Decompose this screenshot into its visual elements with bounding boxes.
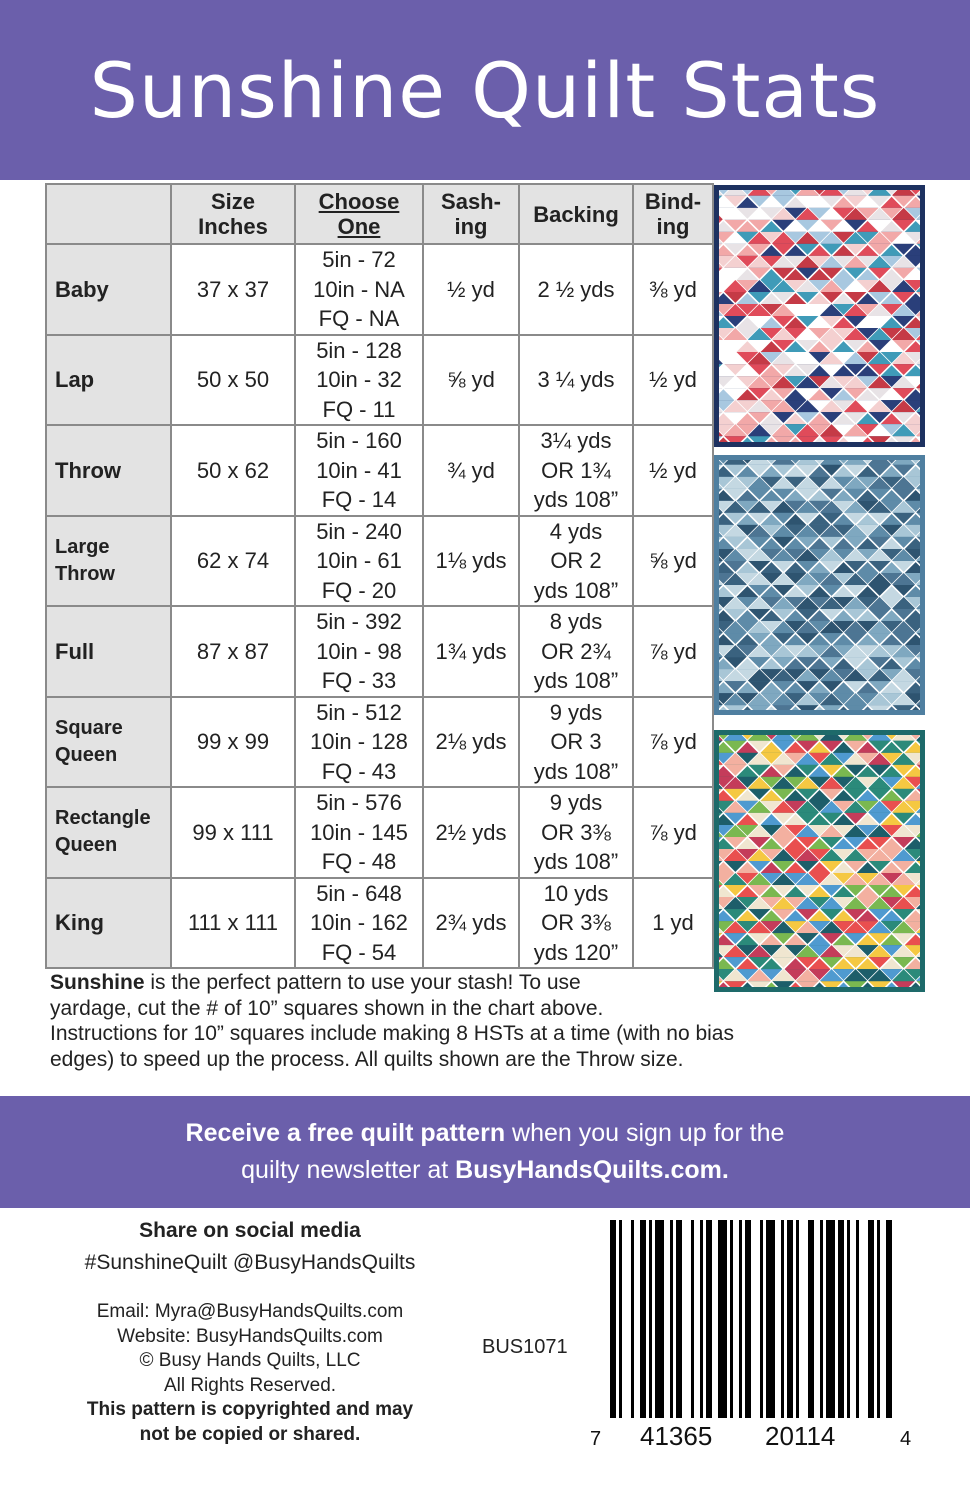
quilt-stats-table xyxy=(45,183,714,969)
cell-backing: 4 yds OR 2 yds 108” xyxy=(519,516,633,607)
quilt-image-blue xyxy=(714,455,925,715)
cell-sashing: ⅝ yd xyxy=(423,335,519,426)
cell-size: 99 x 111 xyxy=(171,787,295,878)
description-line-2: yardage, cut the # of 10” squares shown in the chart above. xyxy=(50,996,604,1020)
copyright-notice-1: This pattern is copyrighted and may xyxy=(86,1399,414,1420)
contact-website[interactable]: Website: BusyHandsQuilts.com xyxy=(117,1325,383,1347)
social-heading: Share on social media xyxy=(139,1219,361,1242)
cell-size: 50 x 50 xyxy=(171,335,295,426)
cell-binding: 1 yd xyxy=(633,878,713,969)
cell-binding: ⅝ yd xyxy=(633,516,713,607)
table-row xyxy=(46,244,713,335)
copyright-notice-2: not be copied or shared. xyxy=(139,1423,361,1445)
contact-section xyxy=(50,1300,450,1447)
barcode-group-1: 41365 xyxy=(640,1421,713,1450)
row-label: Rectangle Queen xyxy=(46,787,171,878)
row-label: King xyxy=(46,878,171,969)
row-label: Throw xyxy=(46,425,171,516)
page-title: Sunshine Quilt Stats xyxy=(89,45,881,135)
cell-choose-one: 5in - 648 10in - 162 FQ - 54 xyxy=(295,878,423,969)
pattern-description xyxy=(50,970,870,1072)
promo-line-2 xyxy=(0,1152,970,1189)
description-line-3: Instructions for 10” squares include making 8 HSTs at a time (with no bias xyxy=(50,1022,734,1045)
cell-binding: ⅜ yd xyxy=(633,244,713,335)
table-row xyxy=(46,516,713,607)
title-banner xyxy=(0,0,970,180)
cell-size: 37 x 37 xyxy=(171,244,295,335)
social-tags: #SunshineQuilt @BusyHandsQuilts xyxy=(84,1251,416,1274)
cell-binding: ½ yd xyxy=(633,425,713,516)
cell-sashing: 2½ yds xyxy=(423,787,519,878)
cell-backing: 8 yds OR 2¾ yds 108” xyxy=(519,606,633,697)
cell-choose-one: 5in - 512 10in - 128 FQ - 43 xyxy=(295,697,423,788)
product-sku: BUS1071 xyxy=(482,1336,568,1358)
table-row xyxy=(46,606,713,697)
promo-text-2: quilty newsletter at xyxy=(241,1156,456,1184)
cell-backing: 3¼ yds OR 1¾ yds 108” xyxy=(519,425,633,516)
cell-sashing: ¾ yd xyxy=(423,425,519,516)
promo-text-1: when you sign up for the xyxy=(505,1119,785,1147)
copyright-line: © Busy Hands Quilts, LLC xyxy=(139,1350,361,1371)
barcode-digit-first: 7 xyxy=(590,1428,602,1450)
header-binding: Bind- ing xyxy=(633,184,713,244)
barcode-bars xyxy=(610,1220,892,1418)
description-line-1: is the perfect pattern to use your stash! To use xyxy=(144,971,581,994)
cell-size: 99 x 99 xyxy=(171,697,295,788)
cell-choose-one: 5in - 392 10in - 98 FQ - 33 xyxy=(295,606,423,697)
social-section xyxy=(50,1215,450,1279)
cell-size: 111 x 111 xyxy=(171,878,295,969)
cell-choose-one: 5in - 128 10in - 32 FQ - 11 xyxy=(295,335,423,426)
cell-binding: ⅞ yd xyxy=(633,606,713,697)
table-row xyxy=(46,697,713,788)
cell-sashing: 2¾ yds xyxy=(423,878,519,969)
cell-size: 50 x 62 xyxy=(171,425,295,516)
cell-backing: 3 ¼ yds xyxy=(519,335,633,426)
promo-bold-1: Receive a free quilt pattern xyxy=(185,1119,506,1147)
quilt-image-red-white-blue xyxy=(714,185,925,447)
barcode xyxy=(580,1215,920,1450)
header-choose-one: Choose One xyxy=(295,184,423,244)
row-label: Full xyxy=(46,606,171,697)
header-sashing: Sash- ing xyxy=(423,184,519,244)
description-line-4: edges) to speed up the process. All quilts shown are the Throw size. xyxy=(50,1047,684,1071)
row-label: Large Throw xyxy=(46,516,171,607)
cell-binding: ½ yd xyxy=(633,335,713,426)
cell-sashing: 1⅛ yds xyxy=(423,516,519,607)
cell-choose-one: 5in - 240 10in - 61 FQ - 20 xyxy=(295,516,423,607)
table-row xyxy=(46,425,713,516)
barcode-group-2: 20114 xyxy=(765,1421,836,1450)
promo-line-1 xyxy=(0,1115,970,1152)
cell-binding: ⅞ yd xyxy=(633,787,713,878)
cell-backing: 10 yds OR 3⅜ yds 120” xyxy=(519,878,633,969)
row-label: Lap xyxy=(46,335,171,426)
cell-choose-one: 5in - 160 10in - 41 FQ - 14 xyxy=(295,425,423,516)
rights-line: All Rights Reserved. xyxy=(163,1374,337,1396)
contact-email[interactable]: Email: Myra@BusyHandsQuilts.com xyxy=(96,1301,404,1322)
cell-backing: 2 ½ yds xyxy=(519,244,633,335)
cell-size: 62 x 74 xyxy=(171,516,295,607)
newsletter-banner xyxy=(0,1096,970,1208)
barcode-digit-last: 4 xyxy=(900,1428,912,1450)
cell-size: 87 x 87 xyxy=(171,606,295,697)
table-header-row xyxy=(46,184,713,244)
quilt-image-multicolor xyxy=(714,730,925,992)
promo-website-link[interactable]: BusyHandsQuilts.com. xyxy=(455,1156,729,1184)
table-row xyxy=(46,335,713,426)
cell-backing: 9 yds OR 3⅜ yds 108” xyxy=(519,787,633,878)
cell-choose-one: 5in - 576 10in - 145 FQ - 48 xyxy=(295,787,423,878)
cell-sashing: 1¾ yds xyxy=(423,606,519,697)
row-label: Baby xyxy=(46,244,171,335)
description-lead: Sunshine xyxy=(50,971,145,994)
header-size: Size Inches xyxy=(171,184,295,244)
cell-binding: ⅞ yd xyxy=(633,697,713,788)
row-label: Square Queen xyxy=(46,697,171,788)
table-row xyxy=(46,787,713,878)
cell-backing: 9 yds OR 3 yds 108” xyxy=(519,697,633,788)
cell-sashing: 2⅛ yds xyxy=(423,697,519,788)
cell-choose-one: 5in - 72 10in - NA FQ - NA xyxy=(295,244,423,335)
header-corner xyxy=(46,184,171,244)
table-row xyxy=(46,878,713,969)
cell-sashing: ½ yd xyxy=(423,244,519,335)
header-backing: Backing xyxy=(519,184,633,244)
